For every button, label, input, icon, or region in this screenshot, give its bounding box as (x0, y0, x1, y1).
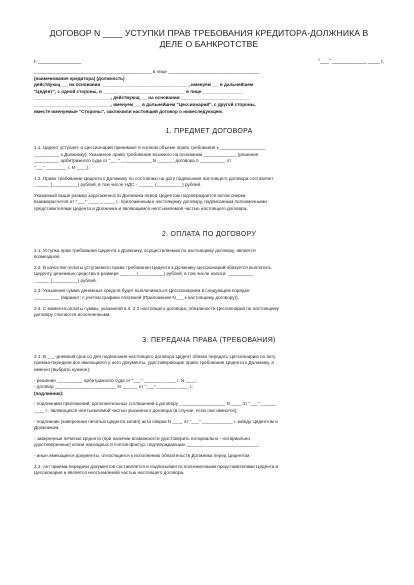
paragraph (34, 176, 384, 189)
paragraph-line: __________ (вариант: с учетом графика платежей (Приложение N___ к настоящему договору)). (34, 295, 239, 301)
paragraph (34, 288, 384, 301)
paragraph-line: 2.2. В качестве оплаты уступаемого права требования Цедента к Должнику Цессионарий обязуется выплатить (34, 264, 272, 270)
contract-date: "___" ____________ ____ г. (318, 59, 384, 65)
paragraph (34, 145, 384, 171)
paragraph-line: - подлинники приложений, дополнительных соглашений к договору __________________ N ____ от "___" ______ (34, 401, 277, 407)
paragraph (34, 401, 384, 414)
preamble-line: вместе именуемые "Стороны", заключили настоящий договор о нижеследующем: (34, 108, 224, 114)
paragraph (34, 436, 384, 449)
paragraph-line: __________ к Должнику). Указанное право требования возникло на основании _____________ (решения (34, 151, 259, 157)
paragraph-line: Указанный выше размер задолженности Должника перед Цедентом подтверждается актом сверки (34, 192, 246, 198)
paragraph-line: Цессионария и является неотъемлемой частью настоящего договора. (34, 470, 185, 476)
paragraph-line: 2.1. Уступка прав требования Цедента к Должнику, осуществляемая по настоящему договору, является (34, 247, 256, 253)
paragraph-line: 3.2. Акт приема-передачи документов составляется и подписывается полномочными представителями Цедента и (34, 463, 279, 469)
paragraph (34, 378, 384, 398)
paragraph-line: возмездной. (34, 254, 61, 260)
paragraph-line: приема-передачи все имеющиеся у него документы, удостоверяющие право требования Цедента к Должнику, а (34, 360, 274, 366)
contract-place: г. _______________ (34, 59, 82, 65)
paragraph-line: 1.1. Цедент уступает, а Цессионарий принимает в полном объеме право требования к __________________ (34, 145, 266, 151)
section-heading: 2. ОПЛАТА ПО ДОГОВОРУ (161, 230, 257, 238)
paragraph-line: - заверенные печатью Цедента (при наличии возможности удостоверить нотариально - нотариально (34, 435, 250, 441)
preamble-line: ______________________________________________ в лице ____________________________________ (34, 69, 261, 74)
paragraph-line: - договор ________________________ N ______ от "___" ________ ____ г.; (34, 384, 194, 390)
preamble-line: действующ___ на основании __________________________________, именуем___ в дальнейшем (34, 82, 254, 88)
paragraph-line: 1.2. Право требования Цедента к Должнику по состоянию на дату подписания настоящего договора составляет (34, 175, 274, 181)
paragraph-line: - решение __________ арбитражного суда от "___" ________ ____ г. N ____; (34, 377, 197, 383)
paragraph-line: ____ г., являющихся неотъемлемой частью указанного договора (в случае, если они имеются); (34, 408, 238, 413)
preamble-line: ______________________________, именуем___ в дальнейшем "Цессионарий", с другой стороны, (34, 101, 256, 107)
paragraph-line: (подлинник): (34, 390, 64, 396)
paragraph-line: ______ (__________) рублей, в том числе НДС - ______ (__________) рублей. (34, 182, 202, 188)
preamble-line: (наименование кредитора) (должность) (34, 75, 125, 81)
paragraph-line: "___" ________ г. N ____). (34, 164, 90, 170)
paragraph-line: 2.3. Указанная сумма денежных средств будет выплачиваться Цессионарием в следующем порядке: (34, 288, 251, 294)
paragraph (34, 453, 384, 460)
paragraph-line: представителями Цедента и Должника и являющимся неотъемлемой частью настоящего договора. (34, 205, 248, 211)
document-title: ДОГОВОР N ____ УСТУПКИ ПРАВ ТРЕБОВАНИЯ КРЕДИТОРА-ДОЛЖНИКА В ДЕЛЕ О БАНКРОТСТВЕ (49, 28, 369, 49)
preamble (34, 69, 384, 115)
paragraph-line: 3.1. В ___-дневный срок со дня подписания настоящего договора Цедент обязан передать Цессионарию по акту (34, 353, 276, 359)
paragraph-line: __________ арбитражного суда от "___" ____________ N ______, договора о __________ от (34, 158, 232, 164)
preamble-line: ______________________________, действующ___ на основании ___________________________ (34, 95, 250, 101)
paragraph (34, 464, 384, 477)
paragraph (34, 193, 384, 213)
paragraph-line: взаиморасчетов от "___" ______ ____ г., приложенным к настоящему договору, подписанным полномочными (34, 199, 267, 205)
paragraph (34, 306, 384, 319)
paragraph-line: Должником; (34, 425, 60, 431)
paragraph (34, 248, 384, 261)
section-heading: 1. ПРЕДМЕТ ДОГОВОРА (165, 128, 253, 136)
paragraph-line: именно (выбрать нужное): (34, 367, 91, 373)
section-heading: 3. ПЕРЕДАЧА ПРАВА (ТРЕБОВАНИЯ) (142, 336, 276, 344)
paragraph-line: Цеденту денежные средства в размере ______ (__________) рублей, в том числе налоги: __________ (34, 271, 254, 277)
paragraph-line: ______ (__________) рублей. (34, 277, 97, 283)
paragraph-line: удостоверенные) копии накладных и счетов-фактур, подтверждающих ____________________________; (34, 442, 260, 448)
paragraph-line: - иные имеющиеся документы, относящиеся к исполнению обязательств Должника перед Цедентом. (34, 452, 251, 458)
preamble-line: "Цедент", с одной стороны, и ________________________________ в лице ________________ (34, 88, 244, 94)
paragraph-line: - подлинник (заверенная печатью Цедента копия) акта сверки N ____ от "___" ____________ г. между Цедентом и (34, 418, 278, 424)
paragraph (34, 419, 384, 432)
paragraph (34, 354, 384, 374)
paragraph-line: договору считаются исполненными. (34, 312, 111, 318)
paragraph-line: 2.4. С момента оплаты суммы, указанной в п. 2.2 настоящего договора, обязанности Цессионария по настоящему (34, 305, 279, 311)
place-date-row (34, 59, 384, 66)
paragraph (34, 265, 384, 285)
